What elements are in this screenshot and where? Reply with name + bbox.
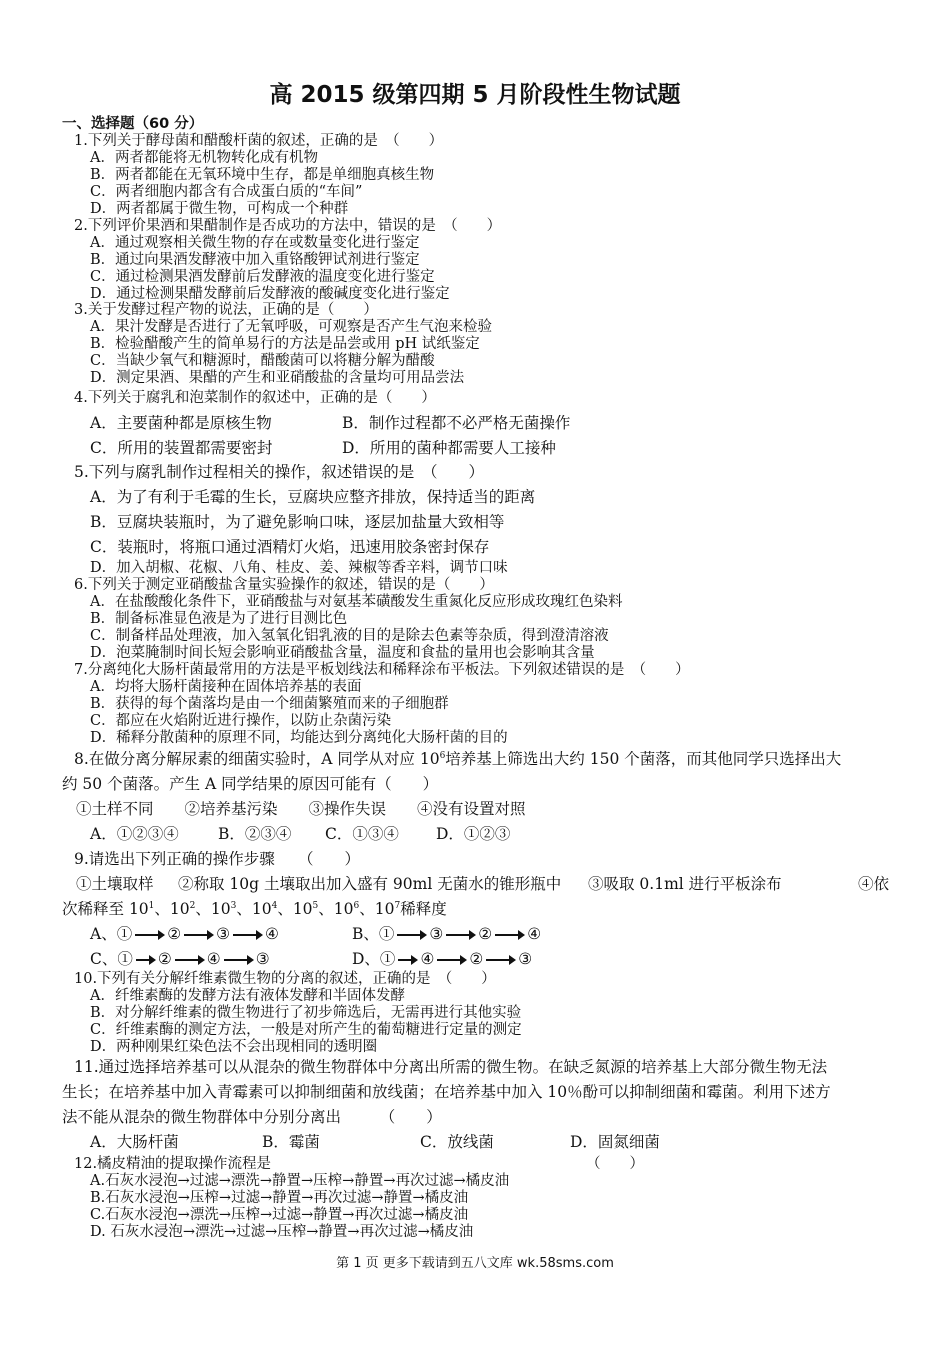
q4-option-c: C．所用的装置都需要密封: [90, 439, 273, 457]
page-footer: 第 1 页 更多下载请到五八文库 wk.58sms.com: [336, 1256, 614, 1271]
q12-option-b: B.石灰水浸泡→压榨→过滤→静置→再次过滤→静置→橘皮油: [90, 1190, 469, 1206]
q9-option-b: B、① ③ ② ④: [352, 925, 542, 943]
q4-stem: 4.下列关于腐乳和泡菜制作的叙述中，正确的是（ ）: [74, 390, 436, 406]
q11-stem-line3: 法不能从混杂的微生物群体中分别分离出 （ ）: [62, 1108, 442, 1126]
q7-option-b: B．获得的每个菌落均是由一个细菌繁殖而来的子细胞群: [90, 696, 449, 712]
q3-option-d: D．测定果酒、果醋的产生和亚硝酸盐的含量均可用品尝法: [90, 370, 465, 386]
arrow-right-icon: [135, 934, 163, 936]
q4-option-b: B．制作过程都不必严格无菌操作: [342, 414, 571, 432]
q3-stem: 3.关于发酵过程产物的说法，正确的是（ ）: [74, 302, 378, 318]
q1-option-b: B．两者都能在无氧环境中生存，都是单细胞真核生物: [90, 167, 435, 183]
arrow-right-icon: [446, 934, 474, 936]
q7-option-a: A．均将大肠杆菌接种在固体培养基的表面: [90, 679, 362, 695]
arrow-right-icon: [486, 959, 514, 961]
q11-option-b: B．霉菌: [262, 1133, 320, 1151]
q6-option-a: A．在盐酸酸化条件下，亚硝酸盐与对氨基苯磺酸发生重氮化反应形成玫瑰红色染料: [90, 594, 623, 610]
q10-option-b: B．对分解纤维素的微生物进行了初步筛选后，无需再进行其他实验: [90, 1005, 522, 1021]
q8-option-b: B．②③④: [218, 825, 292, 843]
q8-items: ①土样不同 ②培养基污染 ③操作失误 ④没有设置对照: [76, 800, 526, 818]
q8-stem-line2: 约 50 个菌落。产生 A 同学结果的原因可能有（ ）: [62, 775, 439, 793]
q7-option-c: C．都应在火焰附近进行操作，以防止杂菌污染: [90, 713, 392, 729]
q11-option-c: C．放线菌: [420, 1133, 494, 1151]
q2-option-a: A．通过观察相关微生物的存在或数量变化进行鉴定: [90, 235, 420, 251]
page-title: 高 2015 级第四期 5 月阶段性生物试题: [269, 82, 681, 108]
q8-option-a: A．①②③④: [90, 825, 179, 843]
arrow-right-icon: [495, 934, 523, 936]
q9-step-2: ②称取 10g 土壤取出加入盛有 90ml 无菌水的锥形瓶中: [178, 875, 562, 893]
q5-option-c: C．装瓶时，将瓶口通过酒精灯火焰，迅速用胶条密封保存: [90, 538, 490, 556]
arrow-right-icon: [224, 959, 252, 961]
q9-dilution-line: 次稀释至 $10^1$、$10^2$、$10^3$、$10^4$、$10^5$、$10^6$、$10^7$稀释度: [62, 900, 447, 918]
q2-option-d: D．通过检测果醋发酵前后发酵液的酸碱度变化进行鉴定: [90, 286, 450, 302]
q8-option-c: C．①③④: [325, 825, 399, 843]
q10-option-d: D．两种刚果红染色法不会出现相同的透明圈: [90, 1039, 378, 1055]
q3-option-b: B．检验醋酸产生的简单易行的方法是品尝或用 pH 试纸鉴定: [90, 336, 480, 352]
arrow-right-icon: [136, 959, 154, 961]
q9-step-4: ④依: [858, 875, 890, 893]
q11-option-d: D．固氮细菌: [570, 1133, 660, 1151]
q1-option-d: D．两者都属于微生物，可构成一个种群: [90, 201, 349, 217]
arrow-right-icon: [437, 959, 465, 961]
q1-stem: 1.下列关于酵母菌和醋酸杆菌的叙述，正确的是 （ ）: [74, 133, 444, 149]
q2-option-b: B．通过向果酒发酵液中加入重铬酸钾试剂进行鉴定: [90, 252, 420, 268]
q10-stem: 10.下列有关分解纤维素微生物的分离的叙述，正确的是 （ ）: [74, 971, 496, 987]
q8-option-d: D．①②③: [436, 825, 511, 843]
q3-option-a: A．果汁发酵是否进行了无氧呼吸，可观察是否产生气泡来检验: [90, 319, 492, 335]
q6-option-d: D．泡菜腌制时间长短会影响亚硝酸盐含量，温度和食盐的量用也会影响其含量: [90, 645, 595, 661]
q9-option-d: D、① ④ ② ③: [352, 950, 533, 968]
q4-option-d: D．所用的菌种都需要人工接种: [342, 439, 556, 457]
q2-option-c: C．通过检测果酒发酵前后发酵液的温度变化进行鉴定: [90, 269, 435, 285]
q5-stem: 5.下列与腐乳制作过程相关的操作，叙述错误的是 （ ）: [74, 463, 485, 481]
arrow-right-icon: [175, 959, 203, 961]
q7-option-d: D．稀释分散菌种的原理不同，均能达到分离纯化大肠杆菌的目的: [90, 730, 508, 746]
q12-option-c: C.石灰水浸泡→漂洗→压榨→过滤→静置→再次过滤→橘皮油: [90, 1207, 469, 1223]
arrow-right-icon: [397, 934, 425, 936]
q9-step-3: ③吸取 0.1ml 进行平板涂布: [588, 875, 782, 893]
q9-option-c: C、① ② ④ ③: [90, 950, 270, 968]
q5-option-a: A．为了有利于毛霉的生长，豆腐块应整齐排放，保持适当的距离: [90, 488, 536, 506]
q8-stem: 8.在做分离分解尿素的细菌实验时，A 同学从对应 $10^6$培养基上筛选出大约 150 个菌落，而其他同学只选择出大: [74, 750, 842, 768]
q7-stem: 7.分离纯化大肠杆菌最常用的方法是平板划线法和稀释涂布平板法。下列叙述错误的是 （ ）: [74, 662, 690, 678]
q11-option-a: A．大肠杆菌: [90, 1133, 179, 1151]
q1-option-c: C．两者细胞内都含有合成蛋白质的“车间”: [90, 184, 363, 200]
q5-option-b: B．豆腐块装瓶时，为了避免影响口味，逐层加盐量大致相等: [90, 513, 505, 531]
q3-option-c: C．当缺少氧气和糖源时，醋酸菌可以将糖分解为醋酸: [90, 353, 435, 369]
q9-step-1: ①土壤取样: [76, 875, 154, 893]
q5-option-d: D．加入胡椒、花椒、八角、桂皮、姜、辣椒等香辛料，调节口味: [90, 560, 508, 576]
section-heading: 一、选择题（60 分）: [62, 116, 204, 132]
arrow-right-icon: [233, 934, 261, 936]
q12-option-d: D. 石灰水浸泡→漂洗→过滤→压榨→静置→再次过滤→橘皮油: [90, 1224, 474, 1240]
q10-option-a: A．纤维素酶的发酵方法有液体发酵和半固体发酵: [90, 988, 405, 1004]
q1-option-a: A．两者都能将无机物转化成有机物: [90, 150, 318, 166]
q4-option-a: A．主要菌种都是原核生物: [90, 414, 272, 432]
q12-answer-paren: （ ）: [586, 1156, 644, 1172]
q6-stem: 6.下列关于测定亚硝酸盐含量实验操作的叙述，错误的是（ ）: [74, 577, 494, 593]
arrow-right-icon: [398, 959, 416, 961]
q9-option-a: A、① ② ③ ④: [90, 925, 279, 943]
q6-option-b: B．制备标准显色液是为了进行目测比色: [90, 611, 348, 627]
q11-stem-line2: 生长；在培养基中加入青霉素可以抑制细菌和放线菌；在培养基中加入 10％酚可以抑制细菌和霉菌。利用下述方: [62, 1083, 831, 1101]
q9-stem: 9.请选出下列正确的操作步骤 （ ）: [74, 850, 361, 868]
q12-stem: 12.橘皮精油的提取操作流程是: [74, 1156, 272, 1172]
q6-option-c: C．制备样品处理液，加入氢氧化铝乳液的目的是除去色素等杂质，得到澄清溶液: [90, 628, 609, 644]
q10-option-c: C．纤维素酶的测定方法，一般是对所产生的葡萄糖进行定量的测定: [90, 1022, 522, 1038]
q12-option-a: A.石灰水浸泡→过滤→漂洗→静置→压榨→静置→再次过滤→橘皮油: [90, 1173, 510, 1189]
q2-stem: 2.下列评价果酒和果醋制作是否成功的方法中，错误的是 （ ）: [74, 218, 502, 234]
arrow-right-icon: [184, 934, 212, 936]
q11-stem-line1: 11.通过选择培养基可以从混杂的微生物群体中分离出所需的微生物。在缺乏氮源的培养基上大部分微生物无法: [74, 1058, 828, 1076]
